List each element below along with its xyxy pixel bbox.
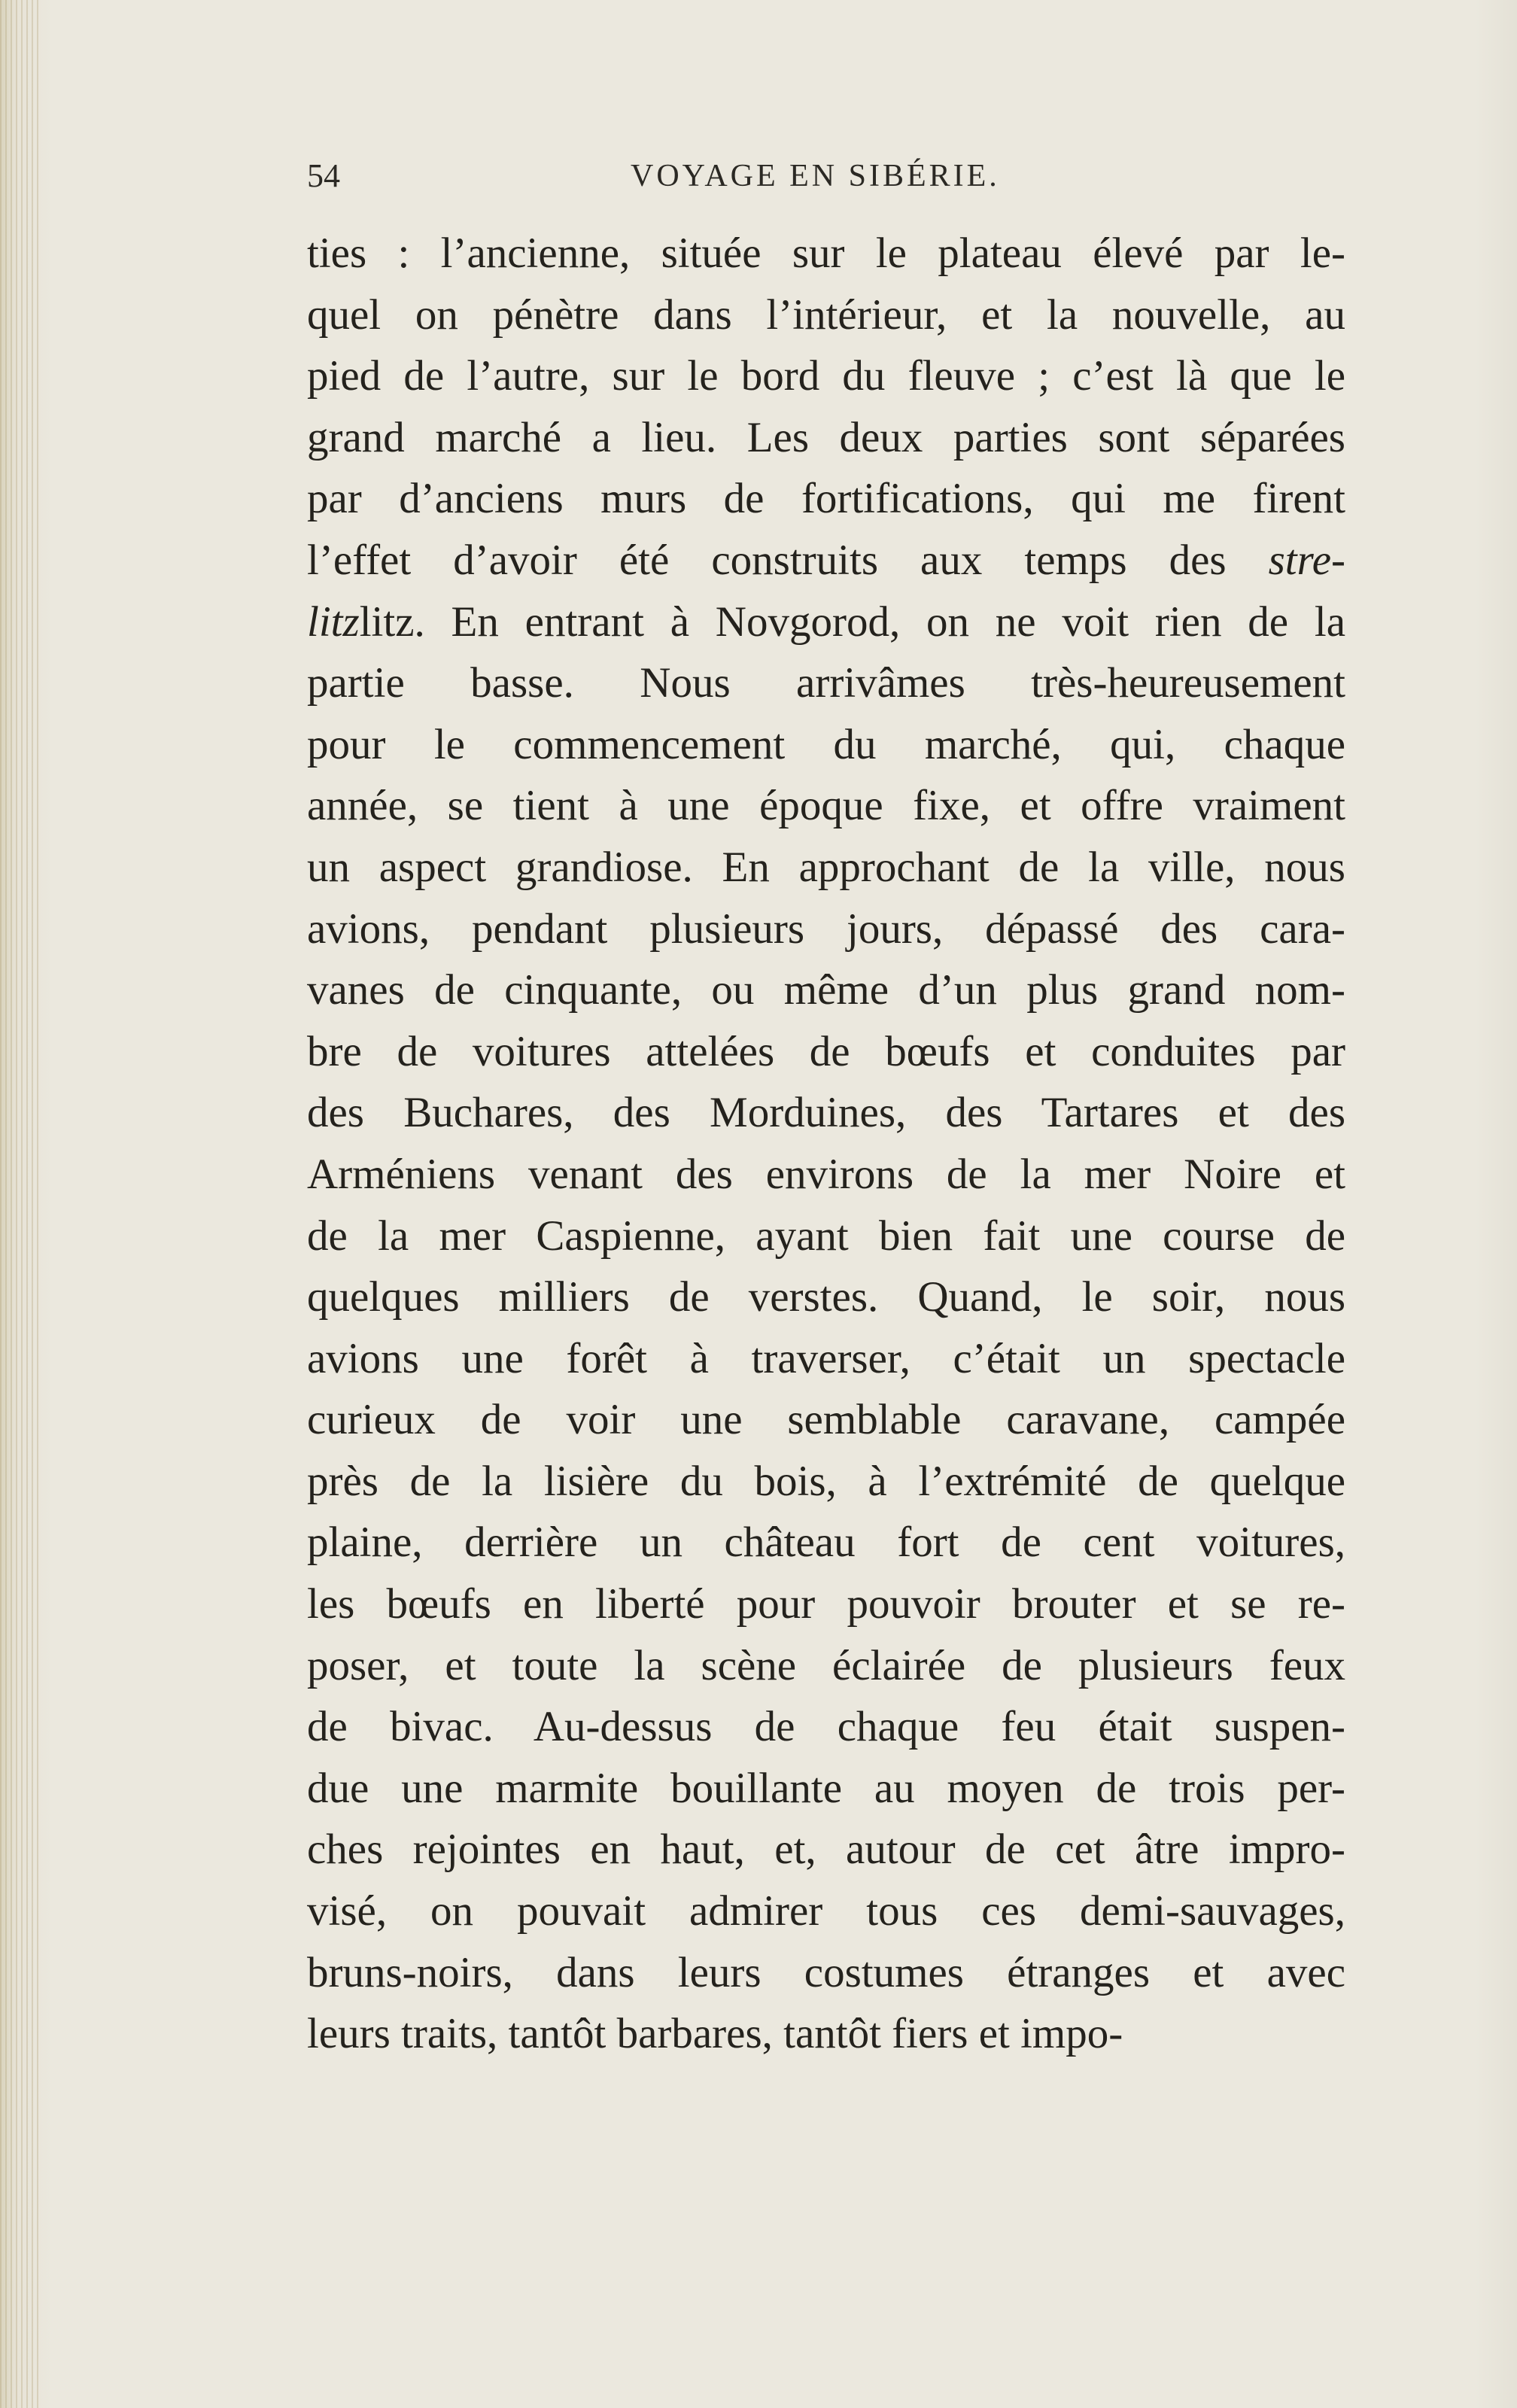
text-line: ties : l’ancienne, située sur le plateau élevé par le- [307, 230, 1345, 277]
text-line: quelques milliers de verstes. Quand, le soir, nous [307, 1273, 1345, 1321]
text-line: grand marché a lieu. Les deux parties sont séparées [307, 413, 1345, 461]
running-header [307, 150, 1360, 203]
text-line: un aspect grandiose. En approchant de la ville, nous [307, 843, 1345, 891]
body-text [307, 223, 1345, 2065]
text-line: par d’anciens murs de fortifications, qui me firent [307, 475, 1345, 523]
text-line-part: l’effet d’avoir été construits aux temps des [307, 536, 1227, 584]
running-title: VOYAGE EN SIBÉRIE. [631, 159, 1000, 193]
page-number: 54 [307, 157, 340, 194]
text-line [307, 591, 1345, 653]
text-line: avions une forêt à traverser, c’était un spectacle [307, 1334, 1345, 1382]
text-line: partie basse. Nous arrivâmes très-heureusement [307, 659, 1345, 707]
text-line: leurs traits, tantôt barbares, tantôt fiers et impo- [307, 2010, 1123, 2058]
text-line: année, se tient à une époque fixe, et offre vraiment [307, 782, 1345, 830]
text-line: curieux de voir une semblable caravane, campée [307, 1396, 1345, 1444]
text-line-part: litz. En entrant à Novgorod, on ne voit rien de la [359, 597, 1345, 646]
text-line: de bivac. Au-dessus de chaque feu était suspen- [307, 1703, 1345, 1751]
binding-edge [0, 0, 39, 2408]
text-line: vanes de cinquante, ou même d’un plus grand nom- [307, 966, 1345, 1014]
text-line: pour le commencement du marché, qui, chaque [307, 720, 1345, 768]
text-line: visé, on pouvait admirer tous ces demi-sauvages, [307, 1887, 1345, 1935]
text-line: plaine, derrière un château fort de cent voitures, [307, 1519, 1345, 1567]
text-line: de la mer Caspienne, ayant bien fait une course de [307, 1212, 1345, 1260]
text-line: avions, pendant plusieurs jours, dépassé des cara- [307, 905, 1345, 953]
text-line: des Buchares, des Morduines, des Tartares et des [307, 1089, 1345, 1137]
text-line: bruns-noirs, dans leurs costumes étranges et avec [307, 1948, 1345, 1996]
text-line: due une marmite bouillante au moyen de trois per- [307, 1764, 1345, 1812]
text-line: les bœufs en liberté pour pouvoir brouter et se re- [307, 1580, 1345, 1628]
text-line: quel on pénètre dans l’intérieur, et la nouvelle, au [307, 290, 1345, 339]
text-line: Arméniens venant des environs de la mer Noire et [307, 1150, 1345, 1198]
italic-word: litz [307, 597, 360, 646]
italic-word: stre- [1268, 536, 1345, 584]
text-line-with-italic [307, 530, 1345, 591]
text-line: poser, et toute la scène éclairée de plusieurs feux [307, 1641, 1345, 1689]
text-line: près de la lisière du bois, à l’extrémité de quelque [307, 1457, 1345, 1505]
text-line: ches rejointes en haut, et, autour de cet âtre impro- [307, 1826, 1345, 1874]
text-line: bre de voitures attelées de bœufs et conduites par [307, 1027, 1345, 1075]
text-line: pied de l’autre, sur le bord du fleuve ; c’est là que le [307, 352, 1345, 400]
